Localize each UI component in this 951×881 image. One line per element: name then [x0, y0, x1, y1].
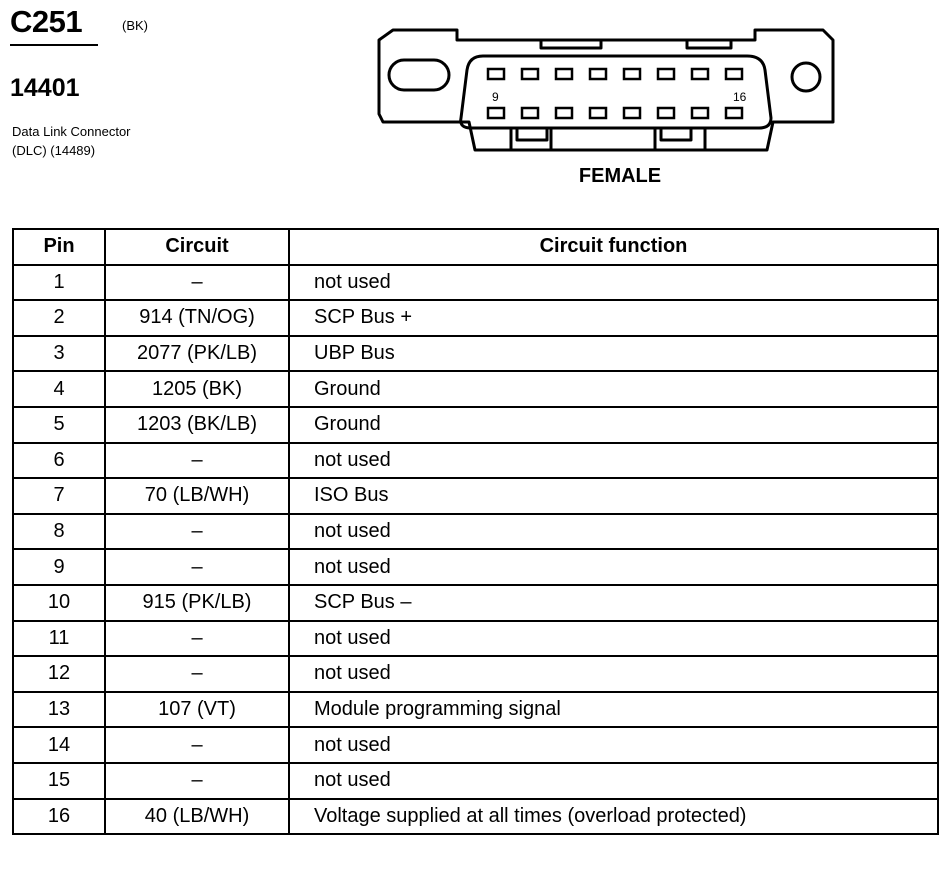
- column-header-function: Circuit function: [289, 229, 938, 265]
- pin-assignment-table: [12, 228, 939, 835]
- circuit-function-cell: not used: [289, 514, 938, 550]
- circuit-cell: –: [105, 443, 289, 479]
- pin-number-cell: 10: [13, 585, 105, 621]
- table-row: [13, 265, 938, 301]
- table-row: [13, 300, 938, 336]
- circuit-cell: 2077 (PK/LB): [105, 336, 289, 372]
- circuit-cell: 914 (TN/OG): [105, 300, 289, 336]
- circuit-function-cell: SCP Bus –: [289, 585, 938, 621]
- table-row: [13, 799, 938, 835]
- pin-number-cell: 3: [13, 336, 105, 372]
- circuit-function-cell: not used: [289, 443, 938, 479]
- circuit-function-cell: not used: [289, 621, 938, 657]
- pin-socket-14: [658, 108, 674, 118]
- connector-id-underline: [10, 44, 98, 46]
- circuit-function-cell: Ground: [289, 371, 938, 407]
- pin-number-cell: 7: [13, 478, 105, 514]
- pin-number-cell: 1: [13, 265, 105, 301]
- pin-socket-11: [556, 108, 572, 118]
- pin-socket-16: [726, 108, 742, 118]
- connector-id: C251: [10, 4, 83, 39]
- pin-number-cell: 5: [13, 407, 105, 443]
- circuit-function-cell: Ground: [289, 407, 938, 443]
- circuit-cell: –: [105, 514, 289, 550]
- pin-socket-7: [692, 69, 708, 79]
- circuit-cell: 40 (LB/WH): [105, 799, 289, 835]
- circuit-function-cell: not used: [289, 265, 938, 301]
- pin-number-cell: 11: [13, 621, 105, 657]
- pin-number-cell: 8: [13, 514, 105, 550]
- pin-number-cell: 4: [13, 371, 105, 407]
- connector-description: [12, 122, 131, 160]
- circuit-function-cell: not used: [289, 763, 938, 799]
- description-line-2: (DLC) (14489): [12, 143, 96, 158]
- pin-socket-5: [624, 69, 640, 79]
- circuit-cell: –: [105, 727, 289, 763]
- pin-socket-13: [624, 108, 640, 118]
- circuit-function-cell: not used: [289, 656, 938, 692]
- circuit-function-cell: SCP Bus +: [289, 300, 938, 336]
- gender-label: FEMALE: [578, 165, 662, 187]
- circuit-cell: –: [105, 621, 289, 657]
- pin-socket-3: [556, 69, 572, 79]
- circuit-cell: –: [105, 549, 289, 585]
- pin-label-9: 9: [492, 90, 499, 104]
- circuit-cell: 70 (LB/WH): [105, 478, 289, 514]
- circuit-cell: 107 (VT): [105, 692, 289, 728]
- pin-label-16: 16: [733, 90, 747, 104]
- circuit-function-cell: not used: [289, 727, 938, 763]
- pin-number-cell: 16: [13, 799, 105, 835]
- pin-socket-2: [522, 69, 538, 79]
- pin-socket-6: [658, 69, 674, 79]
- pin-socket-8: [726, 69, 742, 79]
- pin-number-cell: 6: [13, 443, 105, 479]
- mount-hole-left: [389, 60, 449, 90]
- description-line-1: Data Link Connector: [12, 124, 131, 139]
- connector-d-shell: [461, 56, 771, 128]
- pin-number-cell: 2: [13, 300, 105, 336]
- pin-socket-10: [522, 108, 538, 118]
- table-row: [13, 443, 938, 479]
- column-header-circuit: Circuit: [105, 229, 289, 265]
- connector-color: (BK): [122, 18, 148, 33]
- dlc-connector-diagram: [375, 22, 837, 157]
- table-header-row: [13, 229, 938, 265]
- mount-hole-right: [792, 63, 820, 91]
- circuit-function-cell: Voltage supplied at all times (overload protected): [289, 799, 938, 835]
- circuit-function-cell: Module programming signal: [289, 692, 938, 728]
- pin-number-cell: 14: [13, 727, 105, 763]
- pin-number-cell: 13: [13, 692, 105, 728]
- connector-bottom-key-left: [517, 128, 547, 140]
- pin-socket-9: [488, 108, 504, 118]
- table-row: [13, 585, 938, 621]
- table-row: [13, 371, 938, 407]
- circuit-function-cell: not used: [289, 549, 938, 585]
- table-row: [13, 621, 938, 657]
- part-number: 14401: [10, 74, 80, 102]
- circuit-cell: 1205 (BK): [105, 371, 289, 407]
- pin-number-cell: 9: [13, 549, 105, 585]
- pin-socket-12: [590, 108, 606, 118]
- table-row: [13, 478, 938, 514]
- circuit-function-cell: UBP Bus: [289, 336, 938, 372]
- circuit-cell: 1203 (BK/LB): [105, 407, 289, 443]
- pin-socket-4: [590, 69, 606, 79]
- connector-bottom-key-right: [661, 128, 691, 140]
- table-row: [13, 549, 938, 585]
- connector-housing-outline: [379, 30, 833, 150]
- table-row: [13, 692, 938, 728]
- circuit-cell: –: [105, 763, 289, 799]
- table-row: [13, 656, 938, 692]
- circuit-cell: –: [105, 265, 289, 301]
- pin-socket-1: [488, 69, 504, 79]
- pin-number-cell: 15: [13, 763, 105, 799]
- table-row: [13, 763, 938, 799]
- table-row: [13, 727, 938, 763]
- pin-number-cell: 12: [13, 656, 105, 692]
- table-row: [13, 407, 938, 443]
- circuit-cell: 915 (PK/LB): [105, 585, 289, 621]
- table-row: [13, 514, 938, 550]
- circuit-function-cell: ISO Bus: [289, 478, 938, 514]
- circuit-cell: –: [105, 656, 289, 692]
- pin-socket-15: [692, 108, 708, 118]
- column-header-pin: Pin: [13, 229, 105, 265]
- table-row: [13, 336, 938, 372]
